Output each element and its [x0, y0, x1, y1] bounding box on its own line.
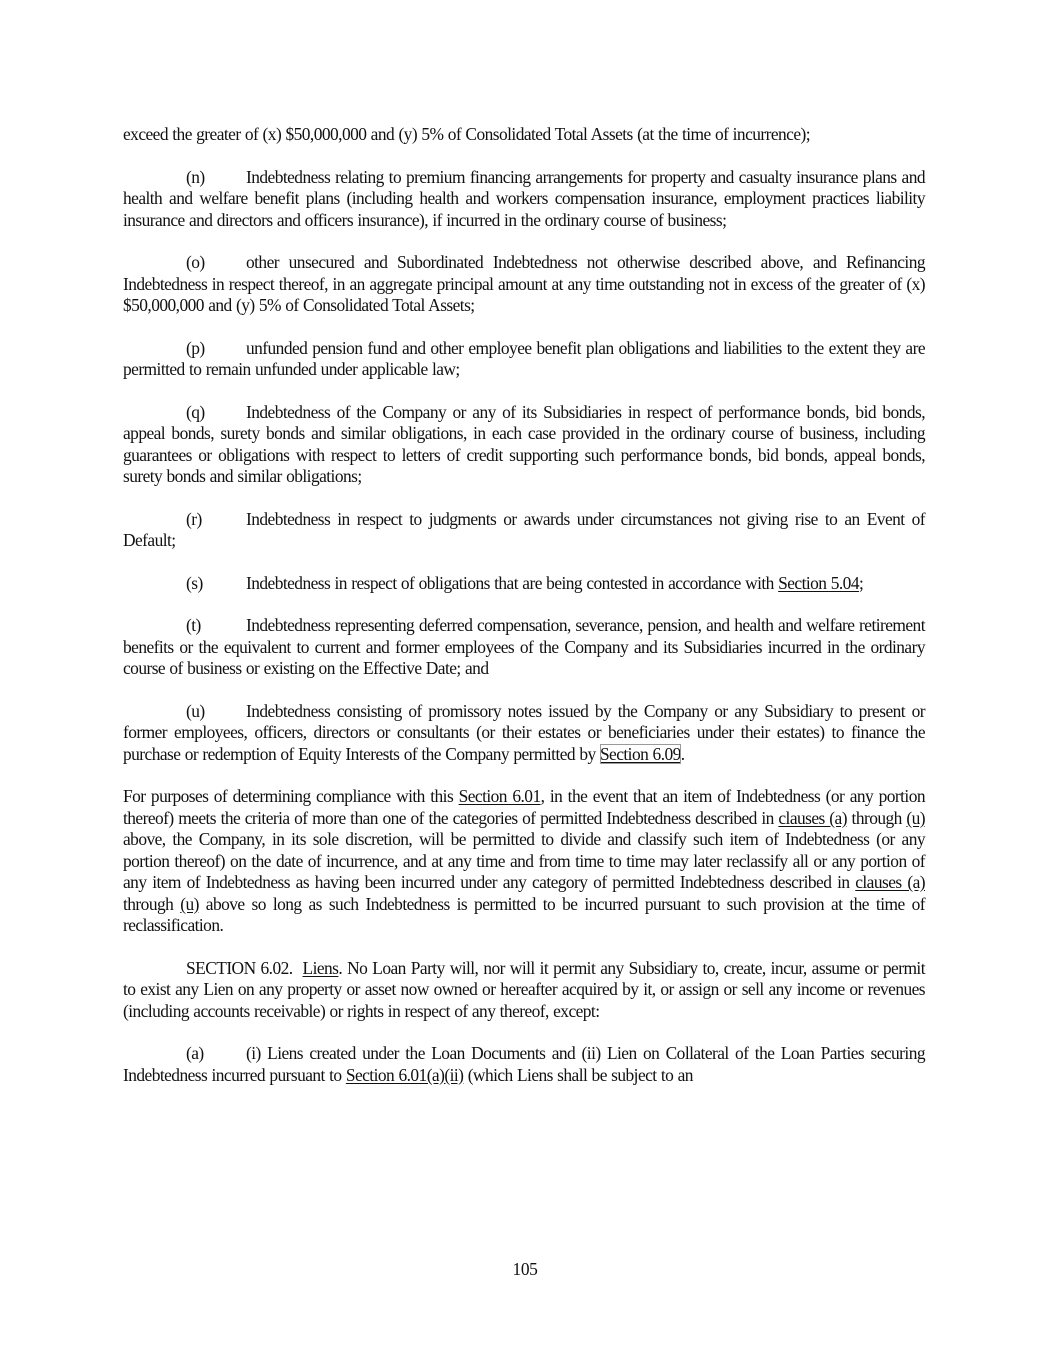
clause-label: (t) [186, 615, 201, 635]
clause-label: (q) [186, 401, 205, 422]
purposes-text: through [846, 807, 907, 828]
clause-text: unfunded pension fund and other employee benefit plan obligations and liabilities to the extent they are permitted to remain unfunded under applicable law; [123, 337, 925, 379]
clause-text: Indebtedness consisting of promissory notes issued by the Company or any Subsidiary to present or former employees, officers, directors or consultants (or their estates or beneficiaries under their estates) to finance the purchase or redemption of Equity Interests of the Company permitted by [123, 700, 925, 764]
clause-label: (a) [186, 1043, 204, 1063]
clause-n [123, 167, 925, 232]
intro-text: exceed the greater of (x) $50,000,000 and (y) 5% of Consolidated Total Assets (at the time of incurrence); [123, 124, 811, 144]
clause-label: (o) [186, 252, 205, 272]
page-number: 105 [512, 1259, 538, 1279]
section-6-02 [123, 958, 925, 1023]
section-title: Liens [302, 957, 339, 978]
clause-tail: (which Liens shall be subject to an [463, 1064, 693, 1085]
clause-t [123, 615, 925, 680]
purposes-text: above, the Company, in its sole discretion, will be permitted to divide and classify such item of Indebtedness (or any portion thereof) on the date of incurrence, and at any time and from time to time may later reclassify all or any portion of any item of Indebtedness as having been incurred under any category of permitted Indebtedness described in [123, 829, 925, 892]
clause-r [123, 509, 925, 552]
clause-reference-link[interactable]: (u) [906, 807, 925, 828]
clause-label: (u) [186, 700, 205, 721]
purposes-text: For purposes of determining compliance with this [123, 786, 459, 806]
clause-reference-link[interactable]: clauses (a) [778, 807, 847, 828]
clause-text: Indebtedness relating to premium financing arrangements for property and casualty insurance plans and health and welfare benefit plans (including health and workers compensation insurance, employment practices liability insurance and directors and officers insurance), if incurred in the ordinary course of business; [123, 166, 925, 230]
clause-label: (r) [186, 508, 202, 529]
section-reference-link[interactable]: Section 6.09 [599, 743, 681, 764]
clause-o [123, 252, 925, 317]
purposes-text: above so long as such Indebtedness is permitted to be incurred pursuant to such provision at the time of reclassification. [123, 893, 925, 935]
intro-paragraph [123, 124, 925, 146]
section-reference-link[interactable]: Section 6.01(a)(ii) [345, 1064, 464, 1085]
clause-label: (n) [186, 166, 205, 187]
clause-u [123, 701, 925, 766]
clause-q [123, 402, 925, 488]
clause-text: Indebtedness representing deferred compensation, severance, pension, and health and welfare retirement benefits or the equivalent to current and former employees of the Company and its Subsidiaries incurred in the ordinary course of business or existing on the Effective Date; and [123, 615, 925, 678]
clause-text: Indebtedness of the Company or any of its Subsidiaries in respect of performance bonds, bid bonds, appeal bonds, surety bonds and similar obligations, in each case provided in the ordinary course of business, including guarantees or obligations with respect to letters of credit supporting such performance bonds, bid bonds, appeal bonds, surety bonds and similar obligations; [123, 401, 925, 486]
clause-text: Indebtedness in respect to judgments or awards under circumstances not giving rise to an Event of Default; [123, 508, 925, 550]
document-body [123, 124, 925, 1107]
purposes-paragraph [123, 786, 925, 937]
section-reference-link[interactable]: Section 6.01 [458, 786, 541, 806]
section-heading: SECTION 6.02. [186, 957, 293, 978]
clause-label: (s) [186, 572, 203, 593]
clause-p [123, 338, 925, 381]
clause-tail: . [680, 743, 685, 764]
clause-a [123, 1043, 925, 1086]
clause-text: other unsecured and Subordinated Indebtedness not otherwise described above, and Refinancing Indebtedness in respect thereof, in an aggregate principal amount at any time outstanding not in excess of the greater of (x) $50,000,000 and (y) 5% of Consolidated Total Assets; [123, 252, 925, 315]
clause-reference-link[interactable]: (u) [180, 893, 199, 914]
purposes-text: through [123, 893, 181, 914]
clause-label: (p) [186, 337, 205, 358]
clause-reference-link[interactable]: clauses (a) [855, 872, 925, 892]
clause-s [123, 573, 925, 595]
section-reference-link[interactable]: Section 5.04 [778, 572, 859, 593]
section-text: . No Loan Party will, nor will it permit any Subsidiary to, create, incur, assume or permit to exist any Lien on any property or asset now owned or hereafter acquired by it, or assign or sell any income or revenues (including accounts receivable) or rights in respect of any thereof, except: [123, 957, 925, 1021]
clause-text: Indebtedness in respect of obligations that are being contested in accordance with [246, 572, 779, 593]
clause-text: (i) Liens created under the Loan Documents and (ii) Lien on Collateral of the Loan Parties securing Indebtedness incurred pursuant to [123, 1043, 925, 1085]
purposes-text: , in the event that an item of Indebtedness (or any portion thereof) meets the criteria of more than one of the categories of permitted Indebtedness described in [123, 786, 925, 828]
clause-tail: ; [858, 572, 864, 593]
